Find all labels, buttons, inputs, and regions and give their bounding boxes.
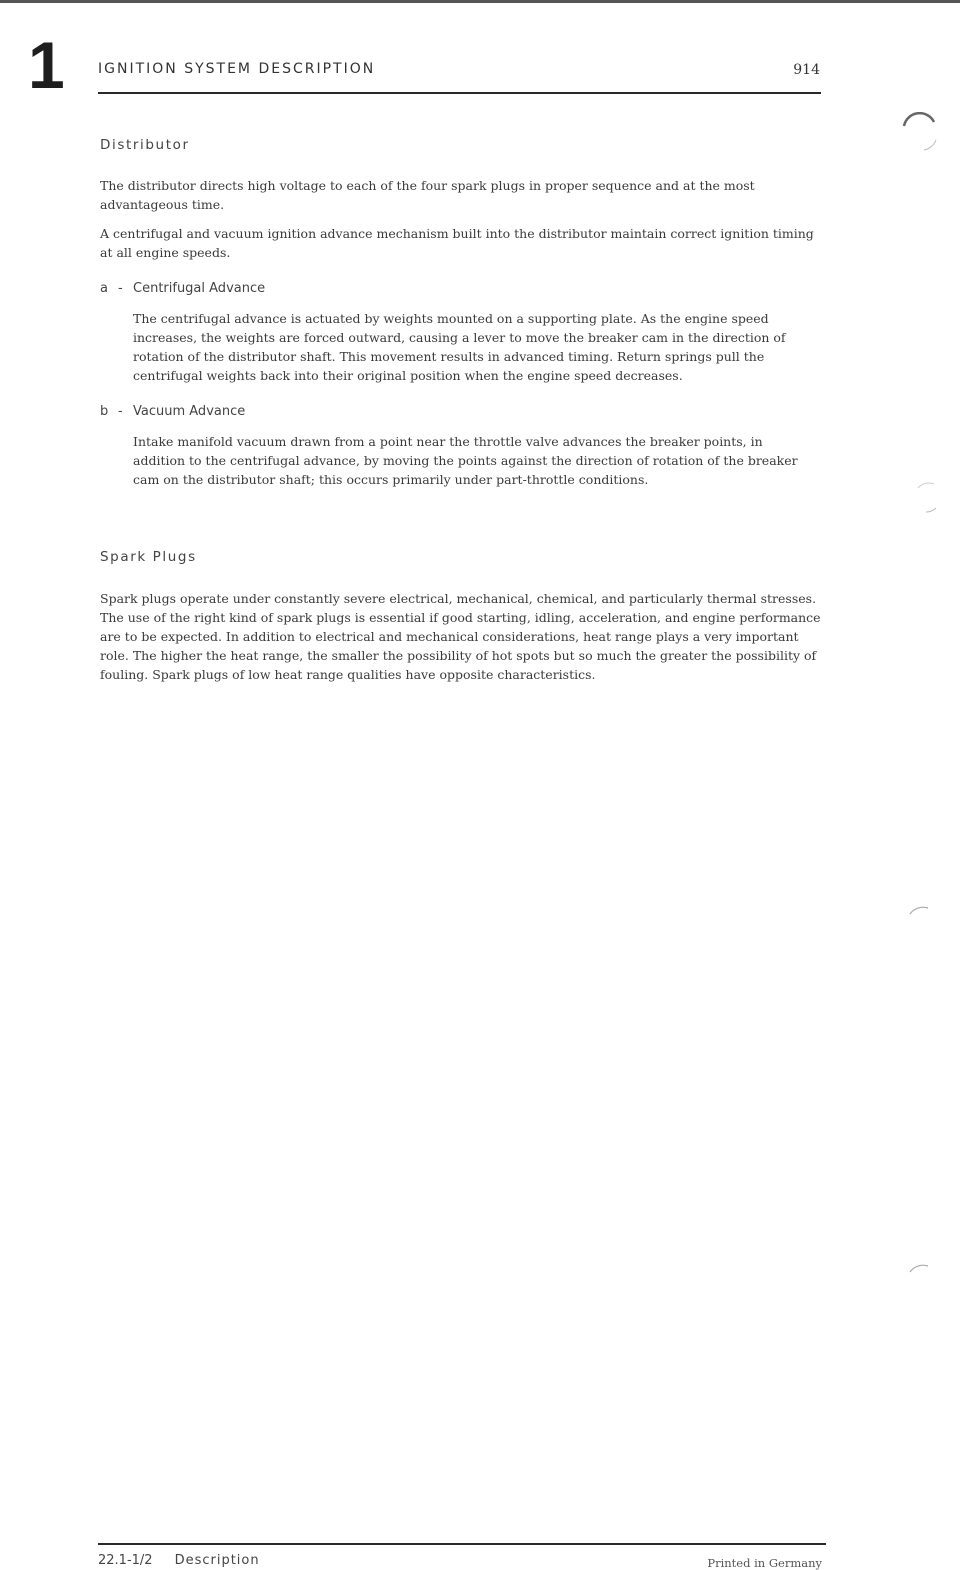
model-number: 914 <box>793 62 820 78</box>
subsection-title: Centrifugal Advance <box>133 281 266 296</box>
binder-hole-mark-icon <box>906 900 936 930</box>
subsection-title: Vacuum Advance <box>133 404 246 419</box>
spark-plugs-heading: Spark Plugs <box>100 549 197 565</box>
binder-hole-mark-icon <box>912 478 942 518</box>
centrifugal-advance-text: The centrifugal advance is actuated by weights mounted on a supporting plate. As the engine speed increases, the weights are forced outward, causing a lever to move the breaker cam in the direction of rotation of the distributor shaft. This movement results in advanced timing. Return springs pull the centrifugal weights back into their original position when the engine speed decreases. <box>133 311 786 383</box>
footer-section: Description <box>174 1553 260 1568</box>
spark-plugs-text: Spark plugs operate under constantly severe electrical, mechanical, chemical, and particularly thermal stresses. The use of the right kind of spark plugs is essential if good starting, idling, acceleration, and engine performance are to be expected. In addition to electrical and mechanical considerations, heat range plays a very important role. The higher the heat range, the smaller the possibility of hot spots but so much the greater the possibility of fouling. Spark plugs of low heat range qualities have opposite characteristics. <box>100 591 821 682</box>
page-title: IGNITION SYSTEM DESCRIPTION <box>98 61 376 77</box>
subsection-vacuum-title <box>100 404 245 419</box>
subsection-letter: b <box>100 404 109 419</box>
binder-hole-mark-icon <box>900 112 940 154</box>
binder-hole-mark-icon <box>906 1258 936 1288</box>
footer-rule <box>98 1543 826 1545</box>
distributor-intro-1: The distributor directs high voltage to each of the four spark plugs in proper sequence and at the most advantageous time. <box>100 178 755 212</box>
subsection-letter: a <box>100 281 108 296</box>
footer-code: 22.1-1/2 <box>98 1553 153 1568</box>
footer-reference <box>98 1553 260 1568</box>
header-rule <box>98 92 821 94</box>
chapter-number: 1 <box>28 28 65 102</box>
subsection-centrifugal-title <box>100 281 265 296</box>
distributor-intro-2: A centrifugal and vacuum ignition advance mechanism built into the distributor maintain correct ignition timing at all engine speeds. <box>100 226 814 260</box>
subsection-dash: - <box>118 281 123 296</box>
vacuum-advance-text: Intake manifold vacuum drawn from a point near the throttle valve advances the breaker points, in addition to the centrifugal advance, by moving the points against the direction of rotation of the breaker cam on the distributor shaft; this occurs primarily under part-throttle conditions. <box>133 434 798 487</box>
top-border-rule <box>0 0 960 3</box>
distributor-heading: Distributor <box>100 137 190 153</box>
printed-notice: Printed in Germany <box>707 1556 822 1570</box>
subsection-dash: - <box>118 404 123 419</box>
